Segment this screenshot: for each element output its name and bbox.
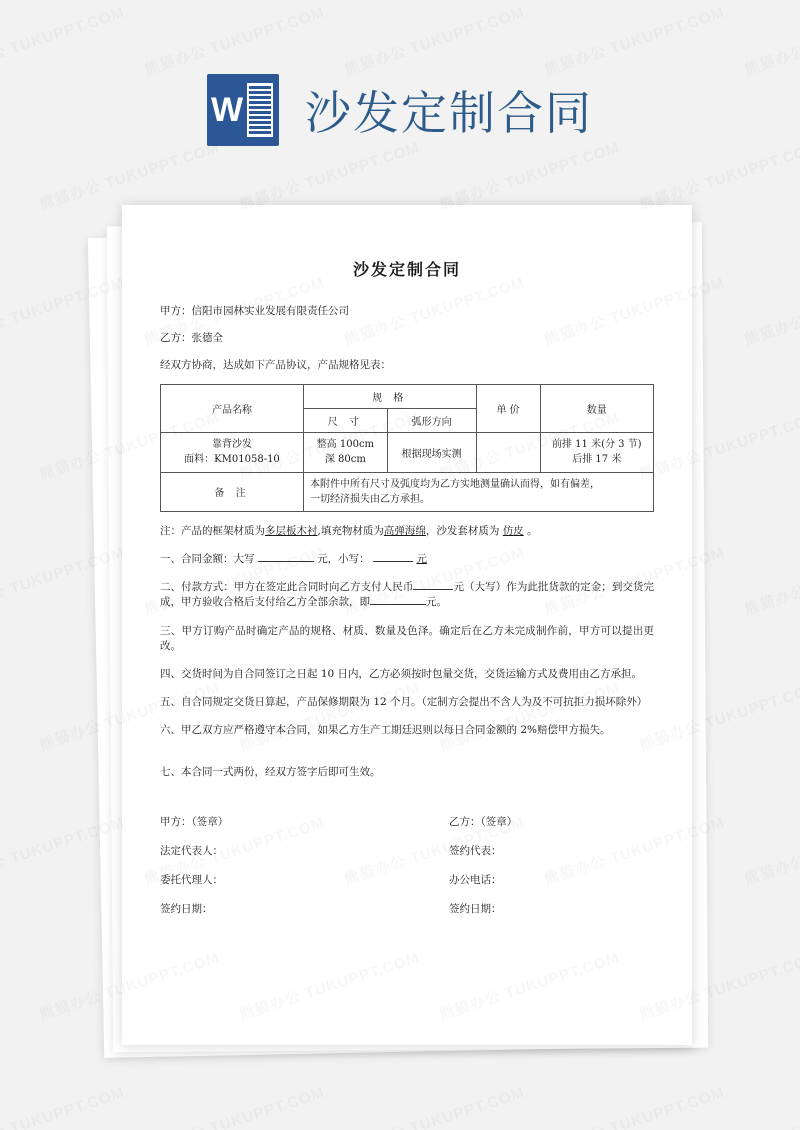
- note-mid-2: ，沙发套材质为: [425, 524, 500, 537]
- watermark-text: [741, 271, 800, 349]
- clause-2-part-3: 元。: [426, 596, 447, 609]
- intro-line: 经双方协商，达成如下产品协议，产品规格见表：: [160, 359, 391, 372]
- product-spec-table: [160, 384, 654, 512]
- sig-a-legal-rep: 法定代表人：: [160, 844, 223, 857]
- clause-2: [160, 580, 654, 610]
- document-page[interactable]: [122, 205, 692, 1045]
- clause-4: 四、交货时间为自合同签订之日起 10 日内，乙方必须按时包量交货，交货运输方式及费用由乙方承担。: [160, 667, 643, 680]
- clause-1: [160, 552, 654, 567]
- sig-a-agent: 委托代理人：: [160, 873, 223, 886]
- th-spec: 规 格: [303, 384, 476, 408]
- clause-1-amount-blank-upper[interactable]: [258, 561, 314, 562]
- watermark-text: [141, 1081, 327, 1130]
- quantity-line-2: 后排 17 米: [572, 454, 622, 466]
- cell-product-name: [161, 432, 304, 472]
- clause-2-deposit-blank[interactable]: [413, 589, 453, 590]
- table-remark-row: [161, 472, 654, 511]
- cell-arc-direction: 根据现场实测: [387, 432, 476, 472]
- clause-3: 三、甲方订购产品时确定产品的规格、材质、数量及色泽。确定后在乙方未完成制作前，甲方可以提出更改。: [160, 624, 654, 652]
- watermark-text: [741, 811, 800, 889]
- watermark-text: [341, 1081, 527, 1130]
- word-icon-letter: W: [210, 91, 244, 129]
- sig-b-date: 签约日期：: [449, 902, 502, 915]
- document-title: 沙发定制合同: [352, 260, 461, 279]
- sig-a-date: 签约日期：: [160, 902, 213, 915]
- sig-b-phone: 办公电话：: [449, 873, 502, 886]
- remark-text: [303, 472, 653, 511]
- signature-column-party-b: [407, 814, 654, 930]
- signature-column-party-a: [160, 814, 407, 930]
- size-line-1: 整高 100cm: [316, 438, 375, 450]
- remark-line-1: 本附件中所有尺寸及弧度均为乙方实地测量确认而得，如有偏差，: [309, 478, 600, 490]
- watermark-text: [541, 1081, 727, 1130]
- watermark-text: [741, 1081, 800, 1130]
- cell-size: [303, 432, 387, 472]
- th-product-name: 产品名称: [161, 384, 304, 432]
- note-fill-material: 高弹海绵: [383, 524, 426, 537]
- signature-block: [160, 814, 654, 930]
- cell-quantity: [540, 432, 653, 472]
- size-line-2: 深 80cm: [324, 454, 366, 466]
- clause-2-part-1: 二、付款方式：甲方在签定此合同时向乙方支付人民币: [160, 581, 414, 594]
- th-quantity: 数量: [540, 384, 653, 432]
- table-header-row-1: [161, 384, 654, 408]
- clause-5: 五、自合同规定交货日算起，产品保修期限为 12 个月。（定制方会提出不含人为及不可抗拒力损坏除外）: [160, 696, 648, 709]
- clause-1-prefix: 一、合同金额：大写: [160, 552, 255, 565]
- cell-unit-price: [476, 432, 540, 472]
- clause-2-balance-blank[interactable]: [370, 604, 426, 605]
- table-row: [161, 432, 654, 472]
- note-mid-1: ,填充物材质为: [317, 524, 384, 537]
- sig-b-rep: 签约代表：: [449, 844, 502, 857]
- note-frame-material: 多层板木衬: [265, 524, 318, 537]
- remark-line-2: 一切经济损失由乙方承担。: [309, 493, 430, 505]
- watermark-text: [741, 541, 800, 619]
- word-icon: [207, 74, 279, 146]
- clause-1-amount-blank-lower[interactable]: [373, 561, 413, 562]
- clause-1-mid: 元，小写：: [317, 552, 370, 565]
- note-prefix: 注：产品的框架材质为: [160, 524, 265, 537]
- word-icon-letter-box: [207, 74, 247, 146]
- sig-a-party: 甲方：（签章）: [160, 815, 229, 828]
- th-size: 尺 寸: [303, 408, 387, 432]
- clause-6: 六、甲乙双方应严格遵守本合同，如果乙方生产工期廷迟则以每日合同金额的 2%赔偿甲方损失。: [160, 724, 611, 737]
- watermark-text: [0, 1081, 127, 1130]
- th-unit-price: 单 价: [476, 384, 540, 432]
- product-name-line-1: 靠背沙发: [211, 438, 252, 450]
- party-b-line: 乙方：张德全: [160, 332, 223, 345]
- word-icon-lines: [247, 83, 273, 137]
- quantity-line-1: 前排 11 米(分 3 节): [551, 438, 642, 450]
- sig-b-party: 乙方：（签章）: [449, 815, 518, 828]
- preview-header: [0, 64, 800, 156]
- clause-7: 七、本合同一式两份，经双方签字后即可生效。: [160, 765, 381, 778]
- note-cover-material: 仿皮: [502, 524, 524, 537]
- clause-1-suffix: 元: [416, 552, 427, 565]
- th-arc-direction: 弧形方向: [387, 408, 476, 432]
- material-note: [160, 524, 654, 539]
- product-name-line-2: 面料：KM01058-10: [184, 454, 280, 466]
- remark-label: 备 注: [161, 472, 304, 511]
- clause-2-part-2: 元（大写）作为此批货款的定金；到交货完成，甲方验收合格后支付给乙方全部余款，即: [160, 581, 655, 609]
- party-a-line: 甲方：信阳市园林实业发展有限责任公司: [160, 305, 349, 317]
- page-title: 沙发定制合同: [305, 86, 593, 140]
- note-suffix: 。: [527, 524, 538, 537]
